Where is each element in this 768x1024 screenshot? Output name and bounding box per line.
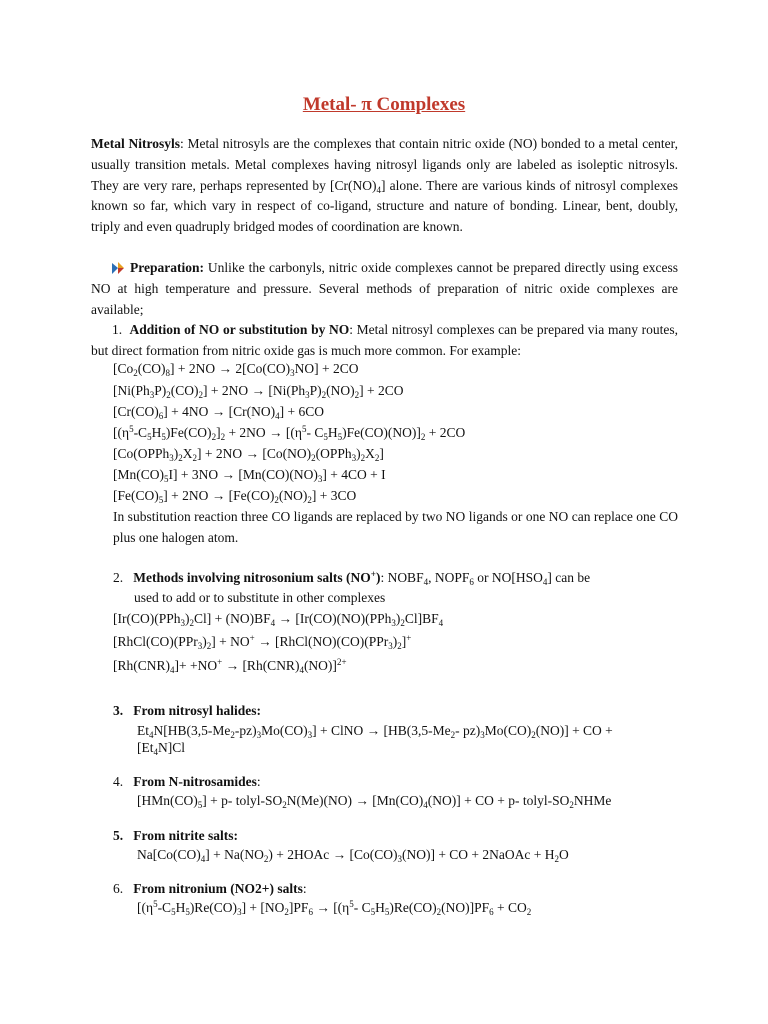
page-title: Metal- π Complexes bbox=[302, 94, 466, 115]
intro-heading: Metal Nitrosyls bbox=[91, 136, 181, 151]
section-1-heading: Addition of NO or substitution by NO bbox=[129, 322, 350, 337]
preparation-heading: Preparation: bbox=[130, 260, 204, 275]
equation-6: $[Mn(CO)_5I] + 3NO \to [Mn(CO)(NO)_3] + 4CO + I$ bbox=[113, 467, 386, 484]
equation-5: $[Co(OPPh_3)_2X_2] + 2NO$ → $[Co(NO)_2(OPPh_3)_2X_2]$ bbox=[113, 446, 384, 463]
equation-3: $[Cr(CO)_6] + 4NO \to [Cr(NO)_4] + 6CO$ bbox=[113, 404, 324, 421]
section-2-line-2: used to add or to substitute in other complexes bbox=[134, 590, 386, 605]
intro-paragraph: Metal Nitrosyls: Metal nitrosyls are the complexes that contain nitric oxide (NO) bonded to a metal center, usually transition metals. Metal complexes having nitrosyl ligands only are labeled as isoleptic nitrosyls. They are very rare, perhaps represented by $[Cr(NO)_4]$ alone. There are various kinds of nitrosyl complexes known so far, which vary in respect of co-ligand, structure and nature of bonding. Linear, bent, doubly, triply and even quadruply bridged modes of coordination are known. bbox=[91, 136, 678, 235]
equation-13: $Na[Co(CO)_4] + Na(NO_2)$ + 2HOAc → $[Co(CO)_3(NO)]$ + CO + 2NaOAc + $H_2O$ bbox=[137, 847, 569, 864]
preparation-paragraph: Preparation: Unlike the carbonyls, nitric oxide complexes cannot be prepared directly using excess NO at high temperature and pressure. Several methods of preparation of nitric oxide complexes are available; bbox=[91, 260, 678, 317]
equation-4: $[(\eta^5-C_5H_5)Fe(CO)_2]_2 + 2NO \to [(\eta^5-$ $C_5H_5)Fe(CO)(NO)]_2 + 2CO$ bbox=[113, 424, 466, 442]
section-2-heading: Methods involving nitrosonium salts (NO+) bbox=[133, 569, 381, 585]
section-6-heading: 6. From nitronium (NO2+) salts: bbox=[113, 881, 307, 896]
equation-11: $Et_4N[HB(3,5-Me_2-pz)_3Mo(CO)_3]$ + ClNO → [$HB(3,5-Me_2-$ $pz)_3Mo(CO)_2(NO)$] + CO + bbox=[137, 723, 613, 740]
equation-10: $[Rh(CNR)_4]+ +NO^+ \to [Rh(CNR)_4(NO)]^{2+}$ bbox=[113, 657, 347, 675]
section-1-note: In substitution reaction three CO ligands are replaced by two NO ligands or one NO can replace one CO plus one halogen atom. bbox=[113, 509, 678, 545]
section-3-heading: 3. From nitrosyl halides: bbox=[113, 703, 262, 718]
equation-12: $[HMn(CO)_5] + p-$ tolyl-$SO_2N(Me)(NO) \to [Mn(CO)_4(NO)]$ + CO + p- tolyl-$SO_2NHMe$ bbox=[137, 793, 612, 810]
section-1-intro: 1. Addition of NO or substitution by NO: Metal nitrosyl complexes can be prepared via many routes, but direct formation from nitric oxide gas is much more common. For example: bbox=[91, 322, 678, 358]
section-4-heading: 4. From N-nitrosamides: bbox=[113, 774, 261, 789]
equation-1: $[Co_2(CO)_8] + 2NO \to 2[Co(CO)_3NO] + 2CO$ bbox=[113, 361, 359, 378]
section-2-line-1: 2. Methods involving nitrosonium salts (NO+): $NOBF_4$, $NOPF_6$ or $NO[HSO_4]$ can be bbox=[113, 569, 591, 587]
equation-14: $[(\eta^5-C_5H_5)Re(CO)_3] + [NO_2]PF_6 \to [(\eta^5-$ $C_5H_5)Re(CO)_2(NO)]PF_6 + CO_2$ bbox=[137, 899, 532, 917]
equation-2: $[Ni(Ph_3P)_2(CO)_2] + 2NO \to [Ni(Ph_3P)_2(NO)_2] + 2CO$ bbox=[113, 383, 404, 400]
equation-8: $[Ir(CO)(PPh_3)_2Cl] + (NO)BF_4 \to [Ir(CO)(NO)(PPh_3)_2Cl]BF_4$ bbox=[113, 611, 444, 628]
section-5-heading: 5. From nitrite salts: bbox=[113, 828, 238, 843]
equation-9: $[RhCl(CO)(PPr_3)_2] + NO^+$ → $[RhCl(NO)(CO)(PPr_3)_2]^+$ bbox=[113, 633, 412, 651]
equation-11-cont: $[Et_4N]Cl$ bbox=[137, 740, 185, 757]
equation-7: $[Fe(CO)_5] + 2NO \to [Fe(CO)_2(NO)_2] + 3CO$ bbox=[113, 488, 357, 505]
